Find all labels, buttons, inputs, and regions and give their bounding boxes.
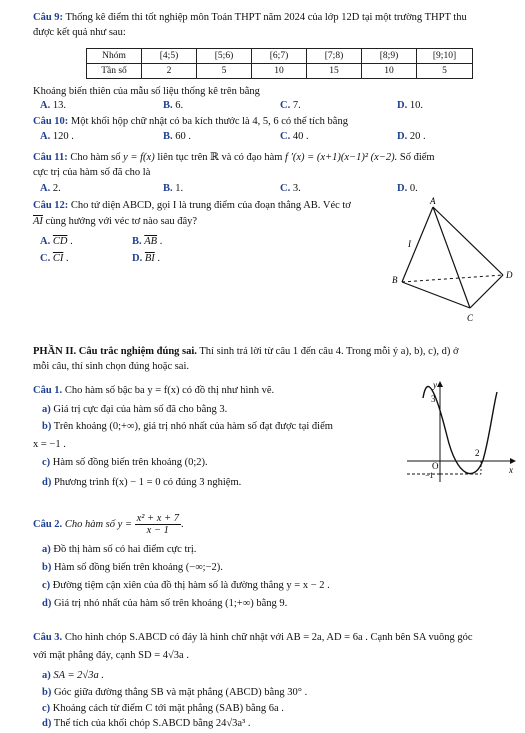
q11-line1: Câu 11: Cho hàm số y = f(x) liên tục trên ℝ và có đạo hàm f ′(x) = (x+1)(x−1)² (x−2). Số điểm <box>33 152 435 163</box>
q9-text2: được kết quả như sau: <box>33 27 126 38</box>
table-cell: [8;9) <box>362 49 417 64</box>
q9-stem: Khoảng biến thiên của mẫu số liệu thống kê trên bằng <box>33 86 260 97</box>
p2-label: Câu 2. <box>33 518 63 530</box>
part2-intro1: Thí sinh trả lời từ câu 1 đến câu 4. Trong mỗi ý a), b), c), d) ở <box>199 346 459 357</box>
tick-two: 2 <box>475 448 480 458</box>
edge-ad <box>433 207 503 275</box>
q11-option-c: C. 3. <box>280 183 301 194</box>
p1-item-d: d) Phương trình f(x) − 1 = 0 có đúng 3 nghiệm. <box>42 477 242 488</box>
table-row <box>87 64 473 79</box>
q10-label: Câu 10: <box>33 116 69 127</box>
edge-ac <box>433 207 470 308</box>
edge-cd <box>470 275 503 308</box>
table-cell: 10 <box>252 64 307 79</box>
p3-item-b: b) Góc giữa đường thẳng SB và mặt phẳng (ABCD) bằng 30° . <box>42 687 308 698</box>
table-cell: [9;10] <box>417 49 473 64</box>
q12-option-b: B. $\overline{AB}$ . <box>132 236 163 247</box>
table-cell: Nhóm <box>87 49 142 64</box>
q9-option-b: B. 6. <box>163 100 184 111</box>
q11-label: Câu 11: <box>33 152 68 163</box>
tick-minus1: −1 <box>425 471 434 480</box>
q11-func: y = f(x) <box>123 152 155 163</box>
q9-option-d: D. 10. <box>397 100 423 111</box>
edge-bd <box>402 275 503 282</box>
label-c: C <box>467 313 474 323</box>
p3-stem2: với mặt phẳng đáy, cạnh SD = 4√3a . <box>33 650 189 661</box>
q12-option-d: D. $\overline{BI}$ . <box>132 253 161 264</box>
q10-option-c: C. 40 . <box>280 131 309 142</box>
q12-line2 <box>33 216 197 227</box>
p1-item-b2: x = −1 . <box>33 439 66 450</box>
table-cell: Tần số <box>87 64 142 79</box>
part2-heading: PHẦN II. Câu trắc nghiệm đúng sai. <box>33 346 197 357</box>
y-label: y <box>433 380 437 390</box>
q11-option-b: B. 1. <box>163 183 184 194</box>
cubic-graph <box>405 378 520 486</box>
q12-text2: cùng hướng với véc tơ nào sau đây? <box>45 216 198 227</box>
table-cell: [7;8) <box>307 49 362 64</box>
table-cell: [6;7) <box>252 49 307 64</box>
p3-item-a: a) SA = 2√3a . <box>42 670 104 681</box>
p1-item-c: c) Hàm số đồng biến trên khoảng (0;2). <box>42 457 208 468</box>
q9-option-c: C. 7. <box>280 100 301 111</box>
p3-label: Câu 3. <box>33 632 63 643</box>
tetrahedron-figure <box>390 195 520 325</box>
q10-option-a: A. 120 . <box>40 131 74 142</box>
q12-text1: Cho tứ diện ABCD, gọi I là trung điểm của đoạn thẳng AB. Véc tơ <box>70 200 351 211</box>
p2-stem-line: Câu 2. Cho hàm số y = $\frac{\text{x² + x + 7}}{x - 1}$ . <box>33 513 184 536</box>
label-a: A <box>430 196 436 206</box>
q11-option-d: D. 0. <box>397 183 418 194</box>
x-label: x <box>509 465 513 475</box>
p2-item-d: d) Giá trị nhỏ nhất của hàm số trên khoảng (1;+∞) bằng 9. <box>42 598 288 609</box>
q12-label: Câu 12: <box>33 200 69 211</box>
table-cell: [5;6) <box>197 49 252 64</box>
q9-label: Câu 9: <box>33 12 64 23</box>
frequency-table <box>86 48 473 79</box>
label-b: B <box>392 275 398 285</box>
table-row <box>87 49 473 64</box>
q10-line <box>33 116 348 127</box>
q10-text: Một khối hộp chữ nhật có ba kích thước là 4, 5, 6 có thể tích bằng <box>70 116 348 127</box>
p3-line1 <box>33 632 473 643</box>
edge-bc <box>402 282 470 308</box>
p1-stem-line <box>33 385 274 396</box>
q12-line1 <box>33 200 351 211</box>
q10-option-b: B. 60 . <box>163 131 192 142</box>
q11-derivative: f ′(x) = (x+1)(x−1)² (x−2). <box>285 152 398 163</box>
p1-label: Câu 1. <box>33 385 63 396</box>
part2-line1 <box>33 346 459 357</box>
origin-label: O <box>432 461 439 471</box>
p1-item-b: b) Trên khoảng (0;+∞), giá trị nhỏ nhất của hàm số đạt được tại điểm <box>42 421 333 432</box>
part2-intro2: mỗi câu, thí sinh chọn đúng hoặc sai. <box>33 361 190 372</box>
table-cell: 15 <box>307 64 362 79</box>
q12-option-c: C. $\overline{CI}$ . <box>40 253 69 264</box>
p2-item-c: c) Đường tiệm cận xiên của đồ thị hàm số là đường thẳng y = x − 2 . <box>42 580 330 591</box>
tick-three: 3 <box>431 394 436 404</box>
table-cell: 10 <box>362 64 417 79</box>
q10-option-d: D. 20 . <box>397 131 426 142</box>
table-cell: [4;5) <box>142 49 197 64</box>
table-cell: 5 <box>197 64 252 79</box>
label-d: D <box>506 270 513 280</box>
p3-item-c: c) Khoảng cách từ điểm C tới mặt phẳng (SAB) bằng 6a . <box>42 703 284 714</box>
p3-stem1: Cho hình chóp S.ABCD có đáy là hình chữ nhật với AB = 2a, AD = 6a . Cạnh bên SA vuông góc <box>64 632 473 643</box>
p2-fraction <box>135 513 181 536</box>
p1-item-a: a) Giá trị cực đại của hàm số đã cho bằng 3. <box>42 404 228 415</box>
p2-item-a: a) Đồ thị hàm số có hai điểm cực trị. <box>42 544 197 555</box>
p2-item-b: b) Hàm số đồng biến trên khoảng (−∞;−2). <box>42 562 223 573</box>
p1-stem: Cho hàm số bậc ba y = f(x) có đồ thị như hình vẽ. <box>64 385 275 396</box>
q12-option-a: A. $\overline{CD}$ . <box>40 236 73 247</box>
q9-line1 <box>33 12 467 23</box>
q11-option-a: A. 2. <box>40 183 61 194</box>
edge-ab <box>402 207 433 282</box>
table-cell: 5 <box>417 64 473 79</box>
table-cell: 2 <box>142 64 197 79</box>
p3-item-d: d) Thể tích của khối chóp S.ABCD bằng 24√3a³ . <box>42 718 251 729</box>
q9-text1: Thống kê điểm thi tốt nghiệp môn Toán THPT năm 2024 của lớp 12D tại một trường THPT thu <box>65 12 467 23</box>
q12-vector: $\overline{AI}$ <box>33 216 43 227</box>
label-i: I <box>408 239 411 249</box>
p2-numerator: x² + x + 7 <box>136 513 179 524</box>
p2-denominator: x − 1 <box>146 525 169 536</box>
q9-option-a: A. 13. <box>40 100 66 111</box>
q11-text2: cực trị của hàm số đã cho là <box>33 167 151 178</box>
